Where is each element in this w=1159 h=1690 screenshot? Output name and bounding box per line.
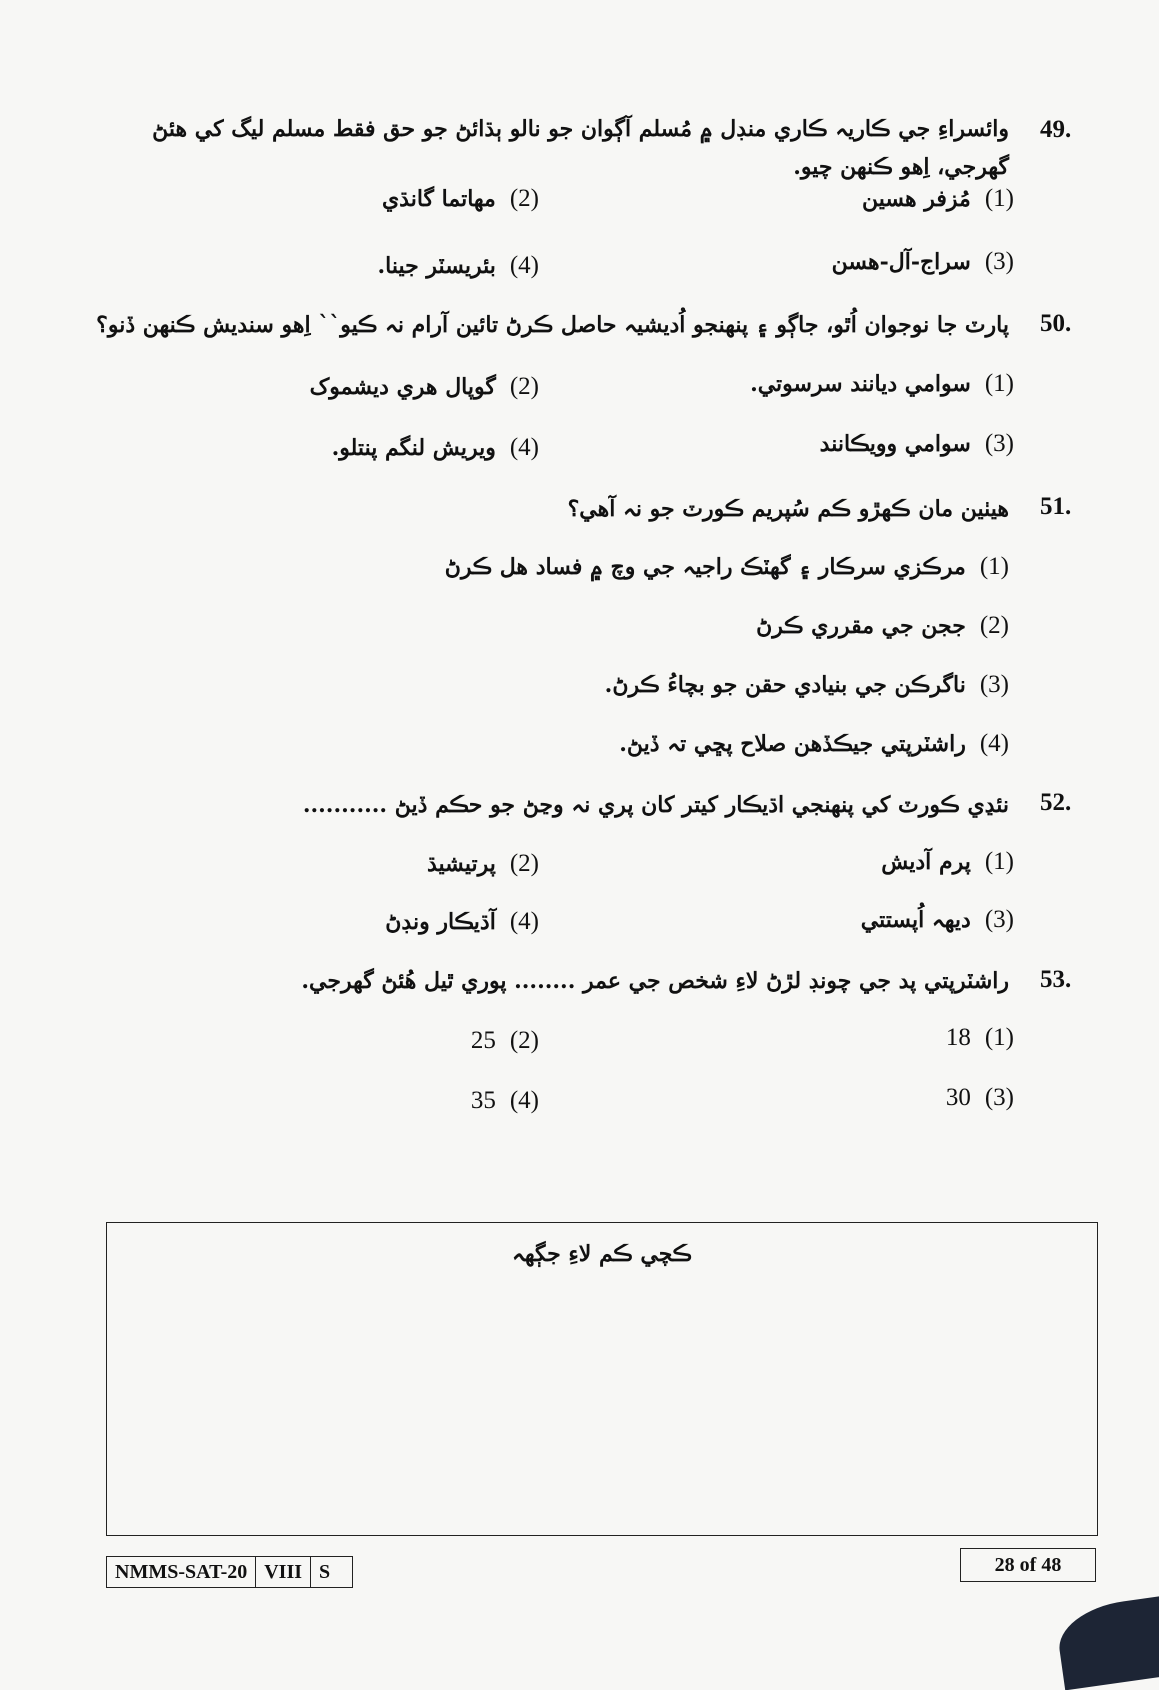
question-53-text: راشٽرپتي پد جي چونڊ لڙڻ لاءِ شخص جي عمر ........ پوري ٿيل هُئڻ گهرجي. (301, 968, 1009, 994)
question-52-option-3: (3)ديهہ اُپستتي (860, 906, 1014, 933)
question-53-number: 53. (1040, 966, 1072, 993)
question-49-option-1: (1)مُزفر هسين (861, 185, 1014, 212)
series-label: S (319, 1561, 331, 1583)
question-49-option-4: (4)بئريسٽر جينا. (377, 252, 539, 279)
question-49-text: وائسراءِ جي ڪاريہ ڪاري منڊل ۾ مُسلم آڳوان جو نالو ٻڌائڻ جو حق فقط مسلم ليگ کي هئڻ گهرجي، اِهو ڪنهن چيو. (152, 116, 1009, 180)
question-49-number: 49. (1040, 116, 1072, 143)
question-53-option-1: (1)18 (945, 1024, 1014, 1051)
question-53-option-3: (3)30 (945, 1084, 1014, 1111)
question-50-number: 50. (1040, 310, 1072, 337)
question-50-option-3: (3)سوامي وويڪانند (819, 430, 1014, 457)
question-49-option-2: (2)مهاتما گانڌي (381, 185, 539, 212)
question-50-option-4: (4)ويريش لنگم پنتلو. (331, 434, 539, 461)
footer-exam-code (106, 1556, 353, 1588)
corner-shadow (1054, 1592, 1159, 1690)
question-50-option-1: (1)سوامي ديانند سرسوتي. (750, 370, 1014, 397)
question-51-option-2: (2)ججن جي مقرري ڪرڻ (756, 612, 1009, 639)
question-52-option-2: (2)پرتيشيڌ (427, 850, 539, 877)
rough-work-box (106, 1222, 1098, 1536)
question-52-number: 52. (1040, 789, 1072, 816)
question-50-option-2: (2)گوپال هري ديشموک (309, 373, 539, 400)
question-51-number: 51. (1040, 493, 1072, 520)
question-51-option-1: (1)مرڪزي سرڪار ۽ گهٽڪ راجيہ جي وچ ۾ فساد هل ڪرڻ (444, 553, 1009, 580)
question-51-text: هيٺين مان ڪهڙو ڪم سُپريم ڪورٽ جو نہ آهي؟ (567, 496, 1009, 522)
question-50-text: پارٽ جا نوجوان اُٿو، جاڳو ۽ پنهنجو اُديشيہ حاصل ڪرڻ تائين آرام نہ ڪيو`` اِهو سنديش ڪنهن ڏنو؟ (96, 312, 1009, 338)
question-53-option-2: (2)25 (470, 1027, 539, 1054)
question-52-option-1: (1)پرم آديش (881, 848, 1014, 875)
question-49-option-3: (3)سراج-آل-هسن (831, 248, 1014, 275)
question-53-option-4: (4)35 (470, 1087, 539, 1114)
question-51-option-4: (4)راشٽرپتي جيڪڏهن صلاح پڇي تہ ڏيڻ. (619, 730, 1009, 757)
question-52-option-4: (4)آڌيڪار ونڊڻ (385, 908, 539, 935)
class-label: VIII (256, 1557, 311, 1587)
exam-name: NMMS-SAT-20 (107, 1557, 256, 1587)
rough-work-title: ڪچي ڪم لاءِ جڳهہ (511, 1241, 693, 1267)
page-number: 28 of 48 (960, 1548, 1096, 1582)
question-51-option-3: (3)ناگرڪن جي بنيادي حقن جو بچاءُ ڪرڻ. (604, 671, 1009, 698)
question-52-text: نئڍي ڪورٽ کي پنهنجي اڌيڪار کيتر کان پري نہ وڃڻ جو حڪم ڏيڻ ........... (302, 792, 1009, 818)
